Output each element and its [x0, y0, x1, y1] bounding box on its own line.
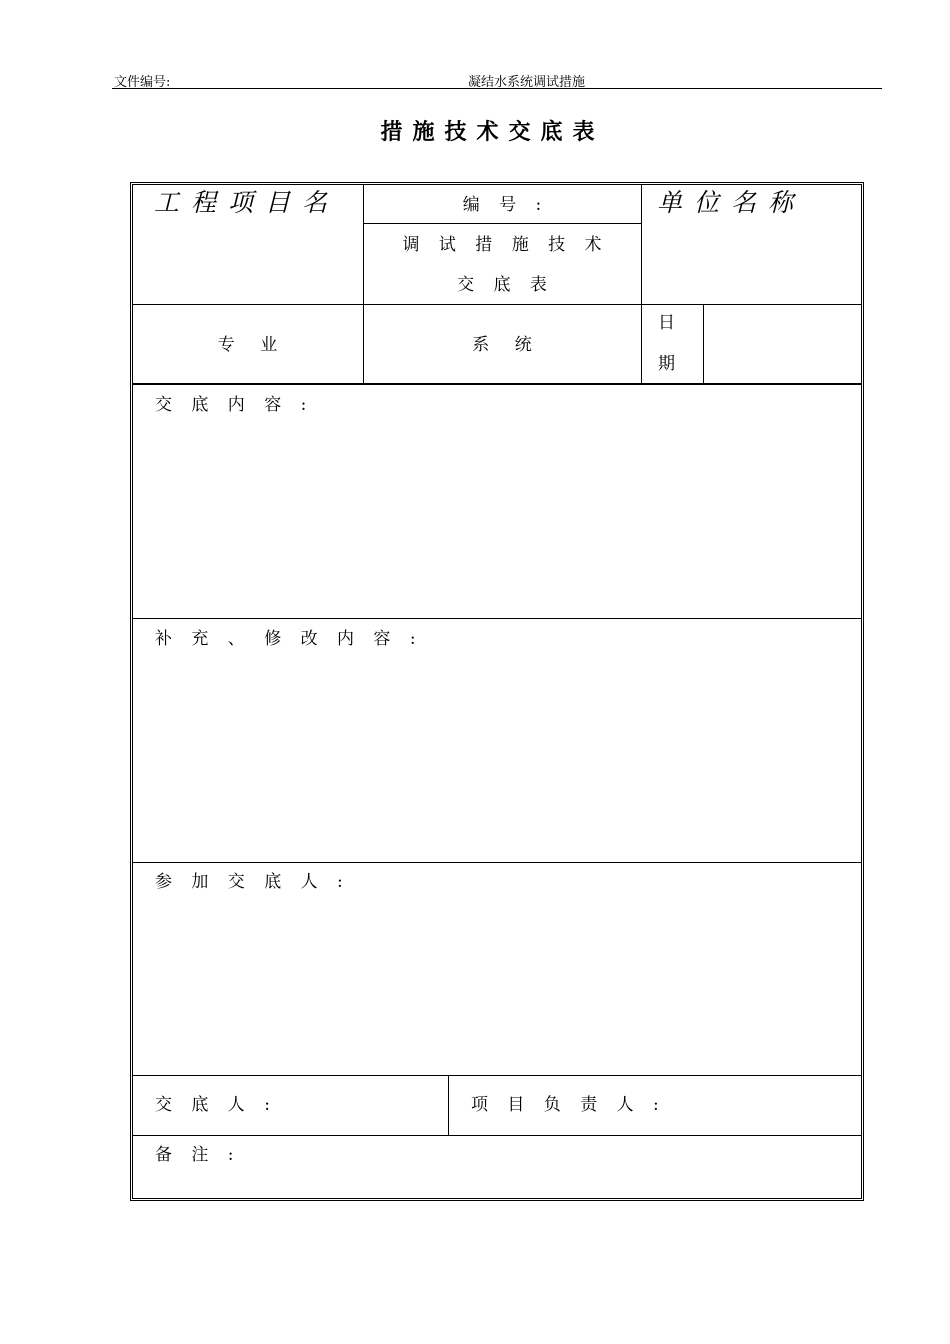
- remarks-label: 备 注 :: [155, 1145, 234, 1165]
- header-document-title: 凝结水系统调试措施: [468, 75, 586, 90]
- date-label-char1: 日: [658, 313, 675, 333]
- header-rule: [112, 88, 882, 89]
- header-file-number: 文件编号:: [114, 75, 171, 90]
- discipline-label: 专 业: [217, 335, 278, 355]
- date-label-char2: 期: [658, 354, 675, 374]
- grid-line: [363, 223, 641, 224]
- grid-line: [132, 618, 862, 619]
- presenter-label: 交 底 人 :: [155, 1095, 270, 1115]
- grid-line: [641, 184, 642, 384]
- project-name-label: 工程项目名: [154, 188, 340, 217]
- grid-line: [132, 1135, 862, 1136]
- doc-type-label-line1: 调 试 措 施 技 术: [402, 235, 602, 255]
- page-title: 措施技术交底表: [380, 119, 605, 145]
- grid-line: [703, 304, 704, 384]
- number-label: 编 号 :: [462, 195, 542, 215]
- doc-type-label-line2: 交 底 表: [457, 275, 547, 295]
- grid-line: [132, 862, 862, 863]
- unit-name-label: 单位名称: [657, 188, 806, 217]
- project-leader-label: 项 目 负 责 人 :: [471, 1095, 659, 1115]
- grid-line: [132, 383, 862, 385]
- grid-line: [132, 304, 862, 305]
- system-label: 系 统: [472, 335, 532, 355]
- grid-line: [448, 1075, 449, 1135]
- grid-line: [132, 1075, 862, 1076]
- participants-label: 参 加 交 底 人 :: [155, 872, 343, 892]
- content-label: 交 底 内 容 :: [155, 395, 307, 415]
- supplement-label: 补 充 、 修 改 内 容 :: [155, 629, 416, 649]
